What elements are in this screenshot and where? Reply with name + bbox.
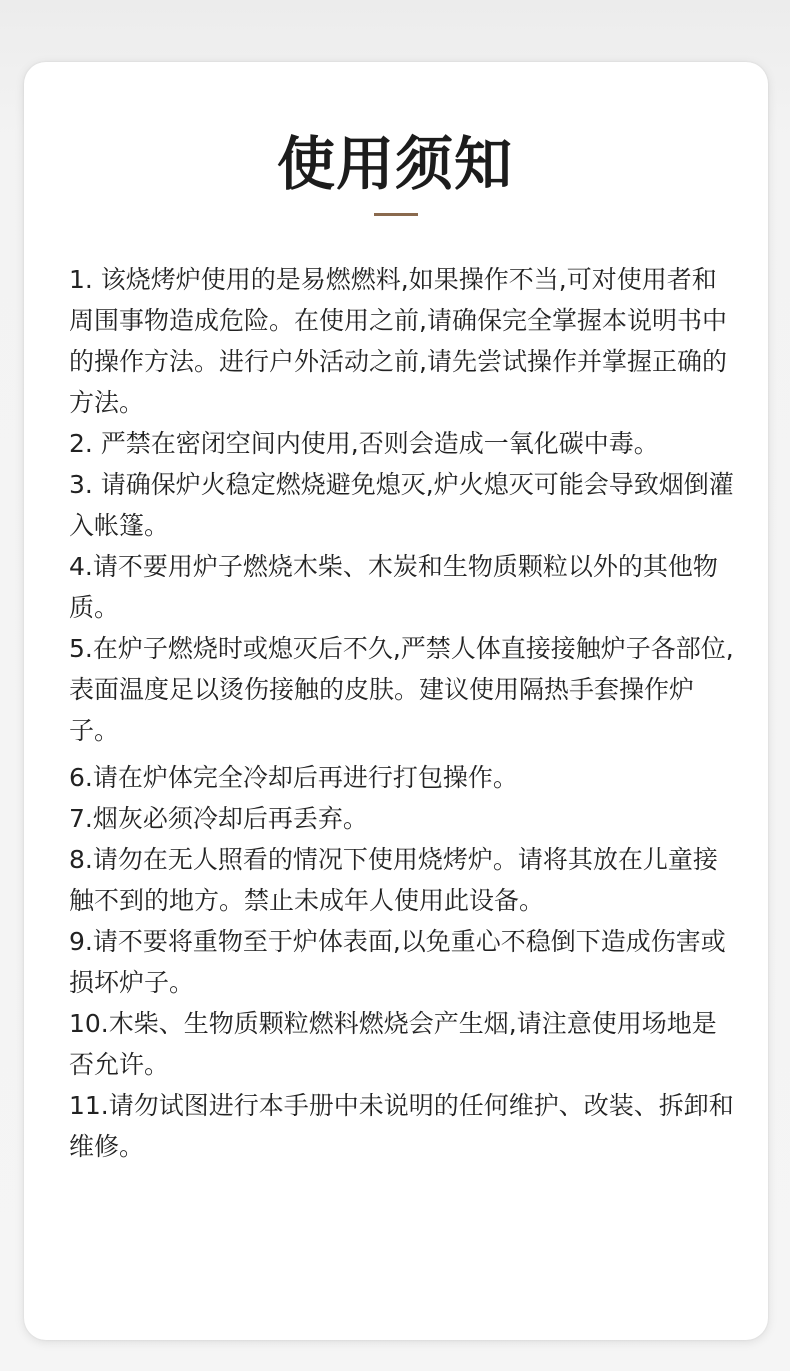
notice-item-10: 10.木柴、生物质颗粒燃料燃烧会产生烟,请注意使用场地是否允许。 — [69, 1009, 717, 1079]
notice-item-7: 7.烟灰必须冷却后再丢弃。 — [69, 804, 368, 833]
title-divider — [374, 213, 418, 216]
notice-item-9: 9.请不要将重物至于炉体表面,以免重心不稳倒下造成伤害或损坏炉子。 — [69, 927, 726, 997]
notice-item-2: 2. 严禁在密闭空间内使用,否则会造成一氧化碳中毒。 — [69, 429, 659, 458]
notice-item-3: 3. 请确保炉火稳定燃烧避免熄灭,炉火熄灭可能会导致烟倒灌入帐篷。 — [69, 470, 734, 540]
notice-item-4: 4.请不要用炉子燃烧木柴、木炭和生物质颗粒以外的其他物质。 — [69, 552, 718, 622]
page-title: 使用须知 — [276, 130, 513, 198]
notice-item-5: 5.在炉子燃烧时或熄灭后不久,严禁人体直接接触炉子各部位,表面温度足以烫伤接触的皮肤。建议使用隔热手套操作炉子。 — [69, 634, 734, 745]
notice-item-11: 11.请勿试图进行本手册中未说明的任何维护、改装、拆卸和维修。 — [69, 1091, 734, 1161]
notice-item-8: 8.请勿在无人照看的情况下使用烧烤炉。请将其放在儿童接触不到的地方。禁止未成年人使用此设备。 — [69, 845, 718, 915]
notice-item-1: 1. 该烧烤炉使用的是易燃燃料,如果操作不当,可对使用者和周围事物造成危险。在使用之前,请确保完全掌握本说明书中的操作方法。进行户外活动之前,请先尝试操作并掌握正确的方法。 — [69, 265, 727, 417]
notice-item-6: 6.请在炉体完全冷却后再进行打包操作。 — [69, 763, 518, 792]
notice-list — [69, 259, 741, 1167]
